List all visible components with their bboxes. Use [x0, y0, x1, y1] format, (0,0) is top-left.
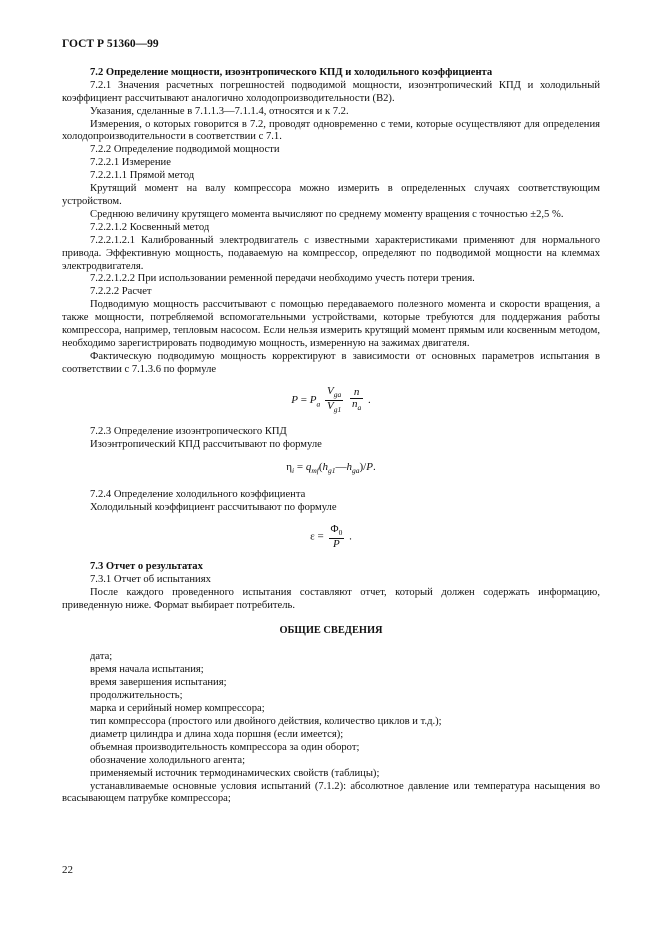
denominator-subscript: a [357, 403, 362, 413]
paragraph-isentropic: Изоэнтропический КПД рассчитывают по формуле [90, 438, 322, 450]
section-7-3-title: 7.3 Отчет о результатах [90, 560, 203, 572]
paragraph-7-2-2-1-2-2: 7.2.2.1.2.2 При использовании ременной передачи необходимо учесть потери трения. [90, 273, 475, 285]
general-info-heading: ОБЩИЕ СВЕДЕНИЯ [279, 624, 383, 636]
list-item: тип компрессора (простого или двойного действия, количество циклов и т.д.); [90, 716, 442, 727]
paragraph-average-torque: Среднюю величину крутящего момента вычисляют по среднему моменту вращения с точностью ±2,5 %. [90, 208, 564, 220]
epsilon-symbol: ε [310, 530, 315, 543]
list-item: применяемый источник термодинамических свойств (таблицы); [90, 767, 380, 779]
list-item: марка и серийный номер компрессора; [90, 703, 265, 715]
document-page [62, 38, 600, 806]
heading-7-2-2: 7.2.2 Определение подводимой мощности [90, 144, 280, 156]
paragraph-instructions: Указания, сделанные в 7.1.1.3—7.1.1.4, относятся и к 7.2. [90, 105, 349, 117]
eta-subscript: i [292, 466, 295, 476]
formula-power-fraction-volume [325, 386, 343, 415]
formula-eta-eq: = [294, 460, 306, 473]
paragraph-refrigeration: Холодильный коэффициент рассчитывают по формуле [90, 501, 337, 513]
formula-eta-q-sub: mf [311, 466, 319, 476]
numerator-subscript: ga [333, 389, 342, 399]
formula-eta-open: ( [318, 460, 323, 473]
phi-subscript: 0 [338, 527, 343, 537]
paragraph-power-calculation: Подводимую мощность рассчитывают с помощью передаваемого полезного момента и скорости вращения, а также мощности, потребляемой вспомогательными устройствами, которые требуются для поддержания работы компрессора, например, тепловым насосом. Если нельзя измерить крутящий момент прямым или косвенным методом, необходимо зарегистрировать подводимую мощность, измеренную на зажимах двигателя. [62, 299, 600, 349]
heading-7-2-2-1-1: 7.2.2.1.1 Прямой метод [90, 170, 195, 182]
denominator-subscript: g1 [333, 405, 342, 415]
list-item: время завершения испытания; [90, 677, 227, 689]
list-item: обозначение холодильного агента; [90, 754, 246, 766]
paragraph-torque: Крутящий момент на валу компрессора можно измерить в определенных случаях соответствующим устройством. [62, 183, 600, 207]
list-item: диаметр цилиндра и длина хода поршня (если имеется); [90, 728, 344, 740]
formula-eta-h2-sub: ga [352, 466, 360, 476]
formula-power-fraction-speed [350, 387, 363, 413]
formula-eps-fraction [329, 524, 345, 550]
list-item: объемная производительность компрессора за один оборот; [90, 741, 360, 753]
formula-eta-close: )/ [359, 460, 367, 473]
phi-symbol: Φ [330, 522, 339, 535]
formula-power-tail: . [365, 393, 371, 406]
fraction-denominator: P [333, 537, 340, 550]
paragraph-measurements: Измерения, о которых говорится в 7.2, проводят одновременно с теми, которые осуществляют для определения холодопроизводительности в соответствии с 7.1. [62, 118, 600, 143]
fraction-numerator [329, 524, 345, 539]
fraction-denominator [350, 399, 363, 413]
formula-power-pa-sub: a [316, 399, 321, 409]
formula-eta-p: P [366, 460, 373, 473]
formula-power-eq: = [298, 393, 310, 406]
page-number: 22 [62, 864, 73, 876]
formula-eps-eq: = [314, 530, 327, 543]
eta-symbol: η [286, 460, 293, 473]
paragraph-report: После каждого проведенного испытания составляют отчет, который должен содержать информацию, приведенную ниже. Формат выбирает потребитель. [62, 586, 600, 611]
list-item: устанавливаемые основные условия испытаний (7.1.2): абсолютное давление или температура насыщения во всасывающем патрубке компрессора; [62, 780, 600, 805]
paragraph-7-2-2-1-2-1: 7.2.2.1.2.1 Калиброванный электродвигатель с известными характеристиками применяют для нормального привода. Эффективную мощность, подаваемую на компрессор, определяют по подводимой мощности на клеммах электродвигателя. [62, 234, 600, 272]
heading-7-2-2-1: 7.2.2.1 Измерение [90, 157, 171, 169]
document-standard-header: ГОСТ Р 51360—99 [62, 38, 159, 50]
formula-isentropic-efficiency [62, 461, 600, 478]
heading-7-2-3: 7.2.3 Определение изоэнтропического КПД [90, 426, 287, 438]
list-item: продолжительность; [90, 690, 183, 702]
formula-eps-tail: . [346, 530, 352, 543]
denominator-symbol: V [326, 399, 334, 412]
formula-power-lhs: P [291, 393, 299, 406]
formula-eta-q: q [305, 460, 312, 473]
formula-power [62, 386, 600, 415]
paragraph-7-2-1: 7.2.1 Значения расчетных погрешностей подводимой мощности, изоэнтропический КПД и холодильный коэффициент рассчитывают аналогично холодопроизводительности (В2). [62, 79, 600, 104]
formula-eta-h2: h [346, 460, 353, 473]
list-item: дата; [90, 651, 113, 663]
formula-eta-h1: h [322, 460, 329, 473]
numerator-symbol: V [326, 384, 334, 397]
fraction-numerator [325, 386, 343, 401]
general-info-list [62, 651, 600, 806]
paragraph-power-correction: Фактическую подводимую мощность корректируют в зависимости от основных параметров испытания в соответствии с 7.1.3.6 по формуле [62, 350, 600, 375]
denominator-symbol: n [351, 398, 358, 411]
formula-eta-tail: . [372, 460, 376, 473]
formula-power-pa: P [309, 393, 317, 406]
heading-7-2-4: 7.2.4 Определение холодильного коэффициента [90, 488, 306, 500]
formula-refrigeration-coefficient [62, 524, 600, 550]
section-7-2-title: 7.2 Определение мощности, изоэнтропического КПД и холодильного коэффициента [90, 66, 493, 78]
list-item: время начала испытания; [90, 664, 204, 676]
heading-7-2-2-1-2: 7.2.2.1.2 Косвенный метод [90, 221, 210, 233]
formula-eta-h1-sub: g1 [328, 466, 336, 476]
fraction-denominator [325, 401, 343, 415]
formula-eta-minus: — [335, 460, 347, 473]
fraction-numerator: n [350, 387, 363, 399]
heading-7-3-1: 7.3.1 Отчет об испытаниях [90, 573, 211, 585]
heading-7-2-2-2: 7.2.2.2 Расчет [90, 286, 152, 298]
